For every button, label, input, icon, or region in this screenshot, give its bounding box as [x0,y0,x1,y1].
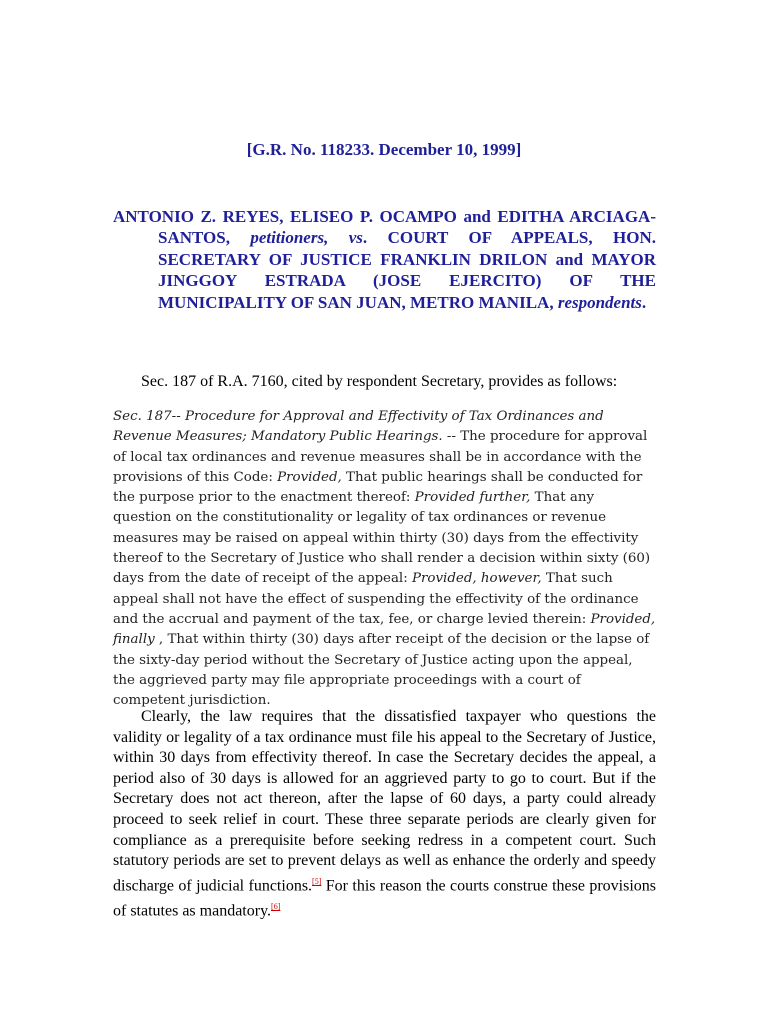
provision-text: -- The procedure for approval of local tax ordinances and revenue measures shall be in accordance with the provisions of this Code: [113,429,648,485]
footnote-link[interactable]: [6] [271,901,281,911]
footnote-link[interactable]: [5] [312,876,322,886]
case-number: [G.R. No. 118233. December 10, 1999] [246,140,522,159]
quoted-provision [113,407,656,711]
proviso: Provided further, [414,490,531,506]
proviso: Provided, however, [412,571,542,587]
provision-text: That public hearings shall be conducted for the purpose prior to the enactment thereof: [113,469,643,506]
body-paragraph [113,707,656,922]
case-parties: ANTONIO Z. REYES, ELISEO P. OCAMPO and EDITHA ARCIAGA-SANTOS, petitioners, vs. COURT OF APPEALS, HON. SECRETARY OF JUSTICE FRANKLIN DRILON and MAYOR JINGGOY ESTRADA (JOSE EJERCITO) OF THE MUNICIPALITY OF SAN JUAN, METRO MANILA, respondents. [113,207,657,312]
petitioners-names: ANTONIO Z. REYES, ELISEO P. OCAMPO and EDITHA ARCIAGA-SANTOS, [113,207,656,248]
provision-text: , That within thirty (30) days after receipt of the decision or the lapse of the sixty-day period without the Secretary of Justice acting upon the appeal, the aggrieved party may file appropriate proceedings with a court of competent jurisdiction. [113,632,650,709]
paragraph-text: Clearly, the law requires that the dissatisfied taxpayer who questions the validity or legality of a tax ordinance must file his appeal to the Secretary of Justice, within 30 days from effectivity thereof. In case the Secretary decides the appeal, a period also of 30 days is allowed for an aggrieved party to go to court. But if the Secretary does not act thereon, after the lapse of 60 days, a party could already proceed to seek relief in court. These three separate periods are clearly given for compliance as a prerequisite before seeking redress in a competent court. Such statutory periods are set to prevent delays as well as enhance the orderly and speedy discharge of judicial functions. [113,708,656,895]
intro-paragraph: Sec. 187 of R.A. 7160, cited by respondent Secretary, provides as follows: [141,373,618,390]
provision-heading: Sec. 187-- Procedure for Approval and Effectivity of Tax Ordinances and Revenue Measures; Mandatory Public Hearings. [113,409,604,445]
petitioners-label: petitioners [250,228,325,248]
respondents-label: respondents [557,292,642,312]
proviso: Provided, finally [113,611,656,648]
paragraph-text: For this reason the courts construe these provisions of statutes as mandatory. [113,877,656,919]
versus-label: vs [348,228,363,248]
proviso: Provided, [277,469,342,485]
provision-text: That any question on the constitutionality or legality of tax ordinances or revenue measures may be raised on appeal within thirty (30) days from the effectivity thereof to the Secretary of Justice who shall render a decision within sixty (60) days from the date of receipt of the appeal: [113,490,651,587]
respondents-names: COURT OF APPEALS, HON. SECRETARY OF JUSTICE FRANKLIN DRILON and MAYOR JINGGOY ESTRADA (JOSE EJERCITO) OF THE MUNICIPALITY OF SAN JUAN, METRO MANILA, [158,228,657,312]
provision-text: That such appeal shall not have the effect of suspending the effectivity of the ordinance and the accrual and payment of the tax, fee, or charge levied therein: [113,571,639,627]
